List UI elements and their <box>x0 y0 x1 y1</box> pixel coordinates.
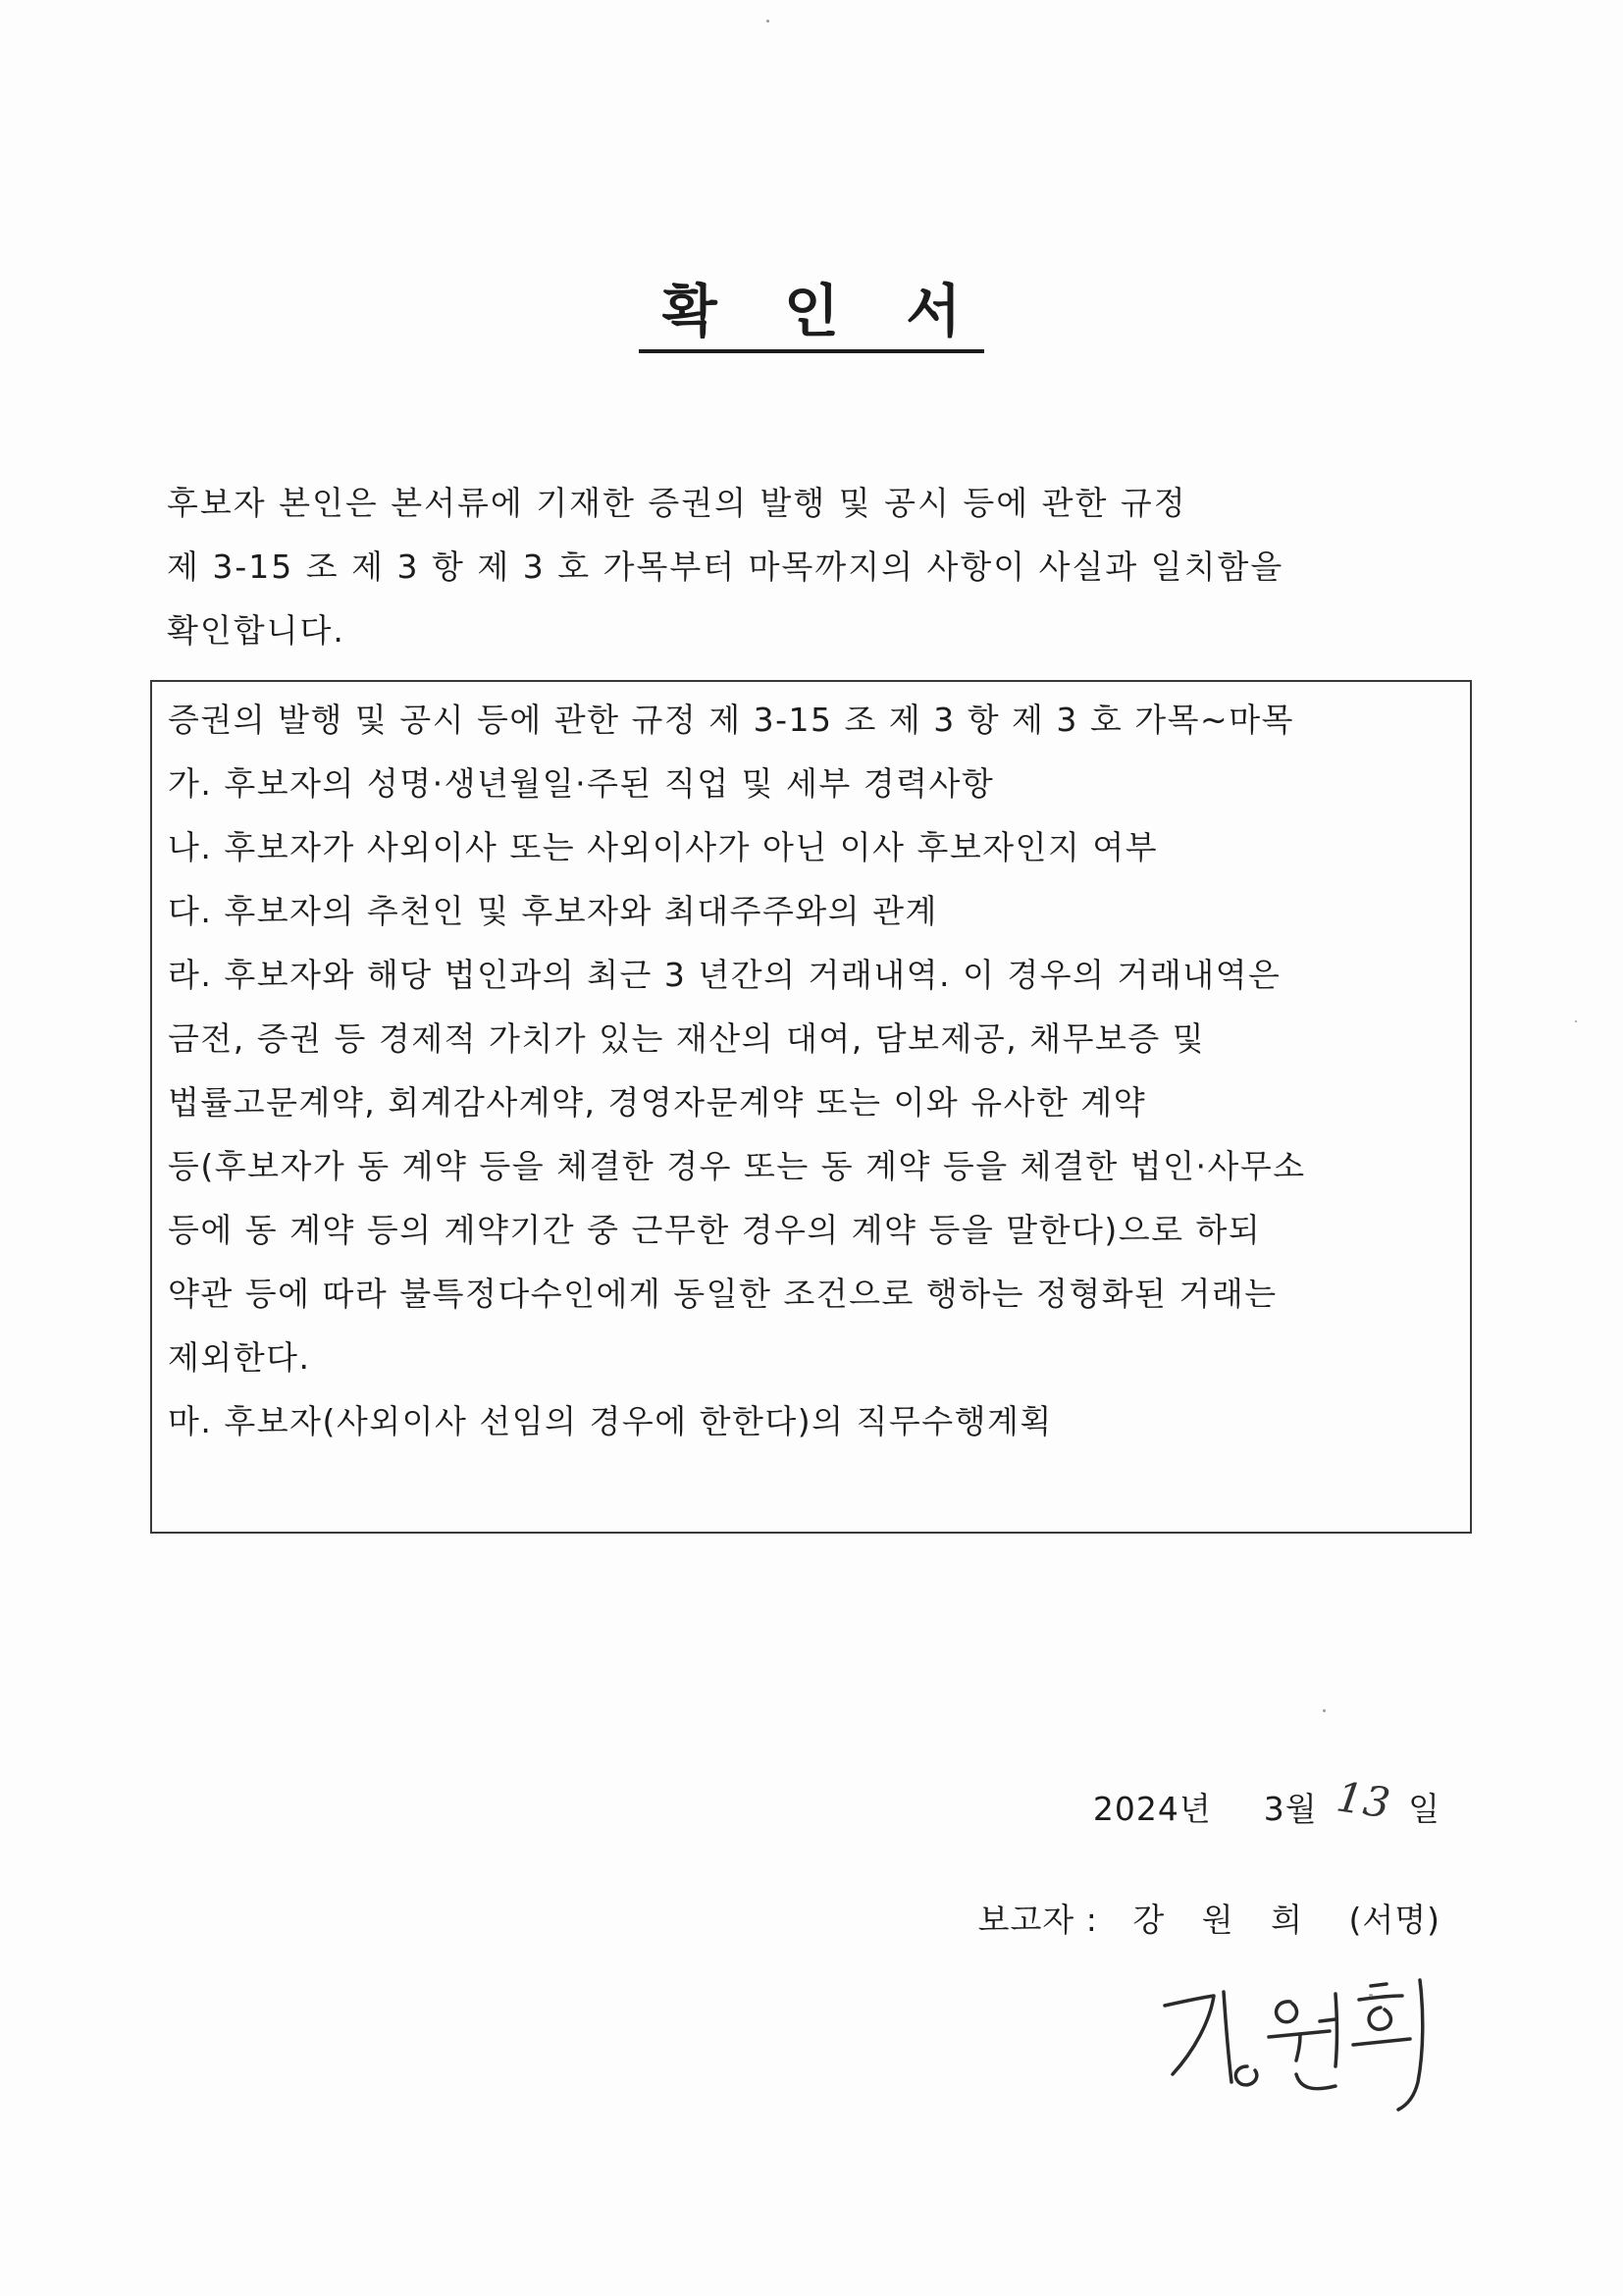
signature-placeholder: (서명) <box>1348 1901 1440 1939</box>
intro-line: 제 3-15 조 제 3 항 제 3 호 가목부터 마목까지의 사항이 사실과 일치함을 <box>167 548 1284 586</box>
handwritten-signature <box>1153 1972 1457 2119</box>
scan-speck <box>1323 1709 1326 1712</box>
regulation-item: 마. 후보자(사외이사 선임의 경우에 한한다)의 직무수행계획 <box>168 1402 1053 1440</box>
regulation-item-continued: 등에 동 계약 등의 계약기간 중 근무한 경우의 계약 등을 말한다)으로 하되 <box>168 1211 1262 1249</box>
scan-speck <box>1369 1994 1373 1997</box>
reporter-label: 보고자 : <box>977 1901 1098 1939</box>
regulation-item: 다. 후보자의 추천인 및 후보자와 최대주주와의 관계 <box>168 892 938 930</box>
date-year: 2024년 <box>1092 1790 1212 1828</box>
reporter-name: 강 원 희 <box>1132 1901 1316 1939</box>
regulation-item-continued: 약관 등에 따라 불특정다수인에게 동일한 조건으로 행하는 정형화된 거래는 <box>168 1275 1278 1313</box>
document-title <box>0 277 1623 353</box>
date-day-suffix: 일 <box>1408 1790 1440 1828</box>
regulation-box <box>150 680 1472 1534</box>
intro-line: 확인합니다. <box>167 611 345 650</box>
document-date <box>1092 1772 1440 1834</box>
regulation-item-continued: 법률고문계약, 회계감사계약, 경영자문계약 또는 이와 유사한 계약 <box>168 1083 1147 1122</box>
document-title-text: 확 인 서 <box>639 277 984 353</box>
date-month: 3월 <box>1263 1790 1318 1828</box>
regulation-heading: 증권의 발행 및 공시 등에 관한 규정 제 3-15 조 제 3 항 제 3 호 가목~마목 <box>168 701 1294 739</box>
regulation-item-continued: 금전, 증권 등 경제적 가치가 있는 재산의 대여, 담보제공, 채무보증 및 <box>168 1019 1206 1058</box>
scan-speck <box>766 20 769 23</box>
reporter-line <box>978 1896 1440 1945</box>
scan-speck <box>1575 1020 1577 1022</box>
intro-line: 후보자 본인은 본서류에 기재한 증권의 발행 및 공시 등에 관한 규정 <box>167 484 1187 522</box>
regulation-item: 가. 후보자의 성명·생년월일·주된 직업 및 세부 경력사항 <box>168 764 995 803</box>
regulation-list <box>168 688 1463 1453</box>
intro-paragraph <box>167 471 1472 662</box>
regulation-item: 나. 후보자가 사외이사 또는 사외이사가 아닌 이사 후보자인지 여부 <box>168 828 1159 866</box>
regulation-item-continued: 제외한다. <box>168 1338 311 1377</box>
date-day-handwritten: 13 <box>1334 1772 1394 1828</box>
regulation-item: 라. 후보자와 해당 법인과의 최근 3 년간의 거래내역. 이 경우의 거래내역은 <box>168 956 1282 994</box>
regulation-item-continued: 등(후보자가 동 계약 등을 체결한 경우 또는 동 계약 등을 체결한 법인·사무소 <box>168 1147 1306 1185</box>
